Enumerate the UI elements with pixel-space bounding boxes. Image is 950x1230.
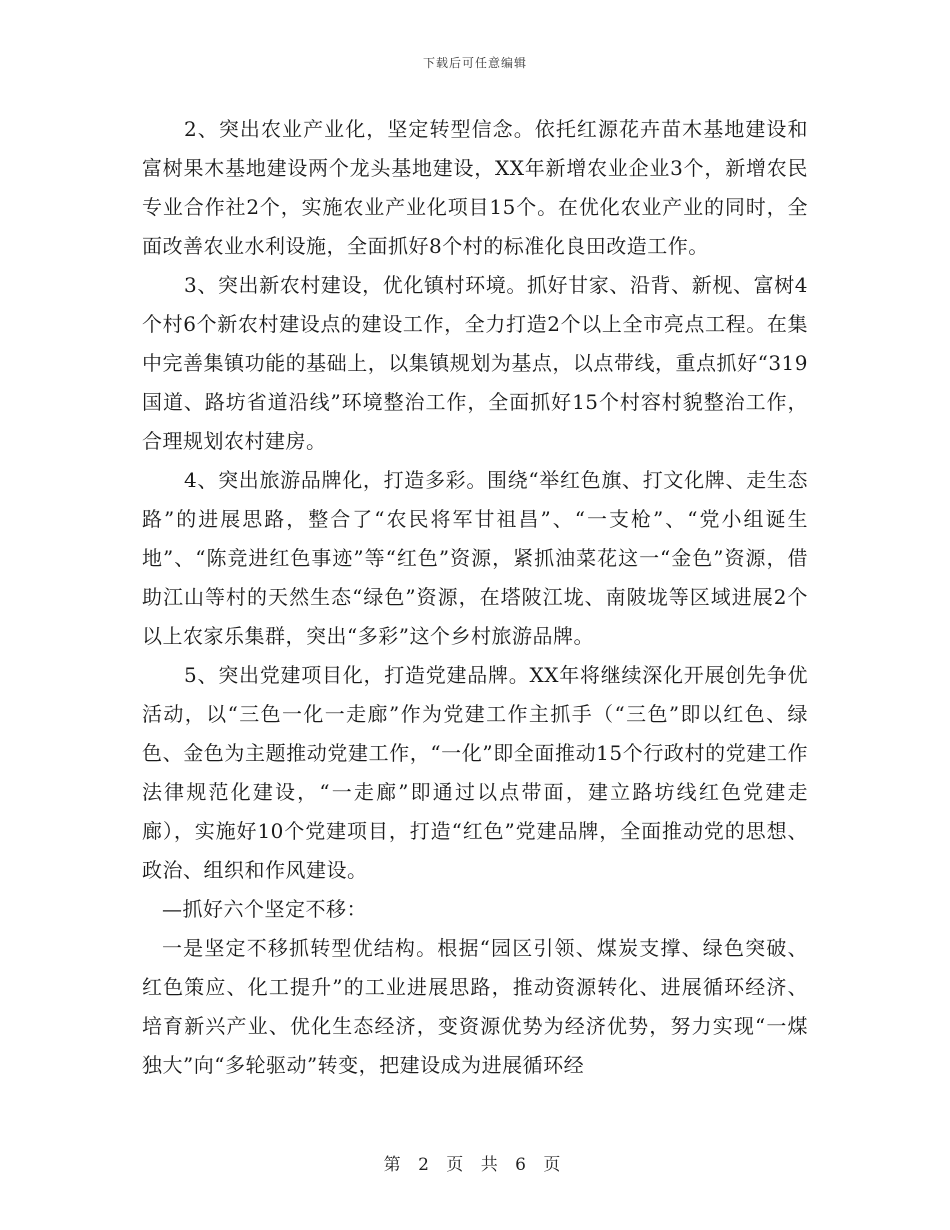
section-heading-six-firm: —抓好六个坚定不移： (162, 897, 367, 921)
document-body (142, 110, 808, 1085)
page-number: 第 2 页 共 6 页 (383, 1155, 567, 1175)
paragraph-tourism: 4、突出旅游品牌化，打造多彩。围绕“举红色旗、打文化牌、走生态路”的进展思路，整合了“农民将军甘祖昌”、“一支枪”、“党小组诞生地”、“陈竞进红色事迹”等“红色”资源，紧抓油菜花这一“金色”资源，借助江山等村的天然生态“绿色”资源，在塔陂江垅、南陂垅等区域进展2个以上农家乐集群，突出“多彩”这个乡村旅游品牌。 (142, 468, 808, 648)
paragraph-transformation: 一是坚定不移抓转型优结构。根据“园区引领、煤炭支撑、绿色突破、红色策应、化工提升”的工业进展思路，推动资源转化、进展循环经济、培育新兴产业、优化生态经济，变资源优势为经济优势，努力实现“一煤独大”向“多轮驱动”转变，把建设成为进展循环经 (142, 936, 808, 1077)
header-note: 下载后可任意编辑 (422, 56, 527, 70)
paragraph-new-village: 3、突出新农村建设，优化镇村环境。抓好甘家、沿背、新枧、富树4个村6个新农村建设点的建设工作，全力打造2个以上全市亮点工程。在集中完善集镇功能的基础上，以集镇规划为基点，以点带线，重点抓好“319国道、路坊省道沿线”环境整治工作，全面抓好15个村容村貌整治工作，合理规划农村建房。 (142, 273, 808, 453)
paragraph-agriculture: 2、突出农业产业化，坚定转型信念。依托红源花卉苗木基地建设和富树果木基地建设两个龙头基地建设，XX年新增农业企业3个，新增农民专业合作社2个，实施农业产业化项目15个。在优化农业产业的同时，全面改善农业水利设施，全面抓好8个村的标准化良田改造工作。 (142, 117, 808, 258)
paragraph-party-building: 5、突出党建项目化，打造党建品牌。XX年将继续深化开展创先争优活动，以“三色一化一走廊”作为党建工作主抓手（“三色”即以红色、绿色、金色为主题推动党建工作，“一化”即全面推动15个行政村的党建工作法律规范化建设，“一走廊”即通过以点带面，建立路坊线红色党建走廊），实施好10个党建项目，打造“红色”党建品牌，全面推动党的思想、政治、组织和作风建设。 (142, 663, 808, 882)
